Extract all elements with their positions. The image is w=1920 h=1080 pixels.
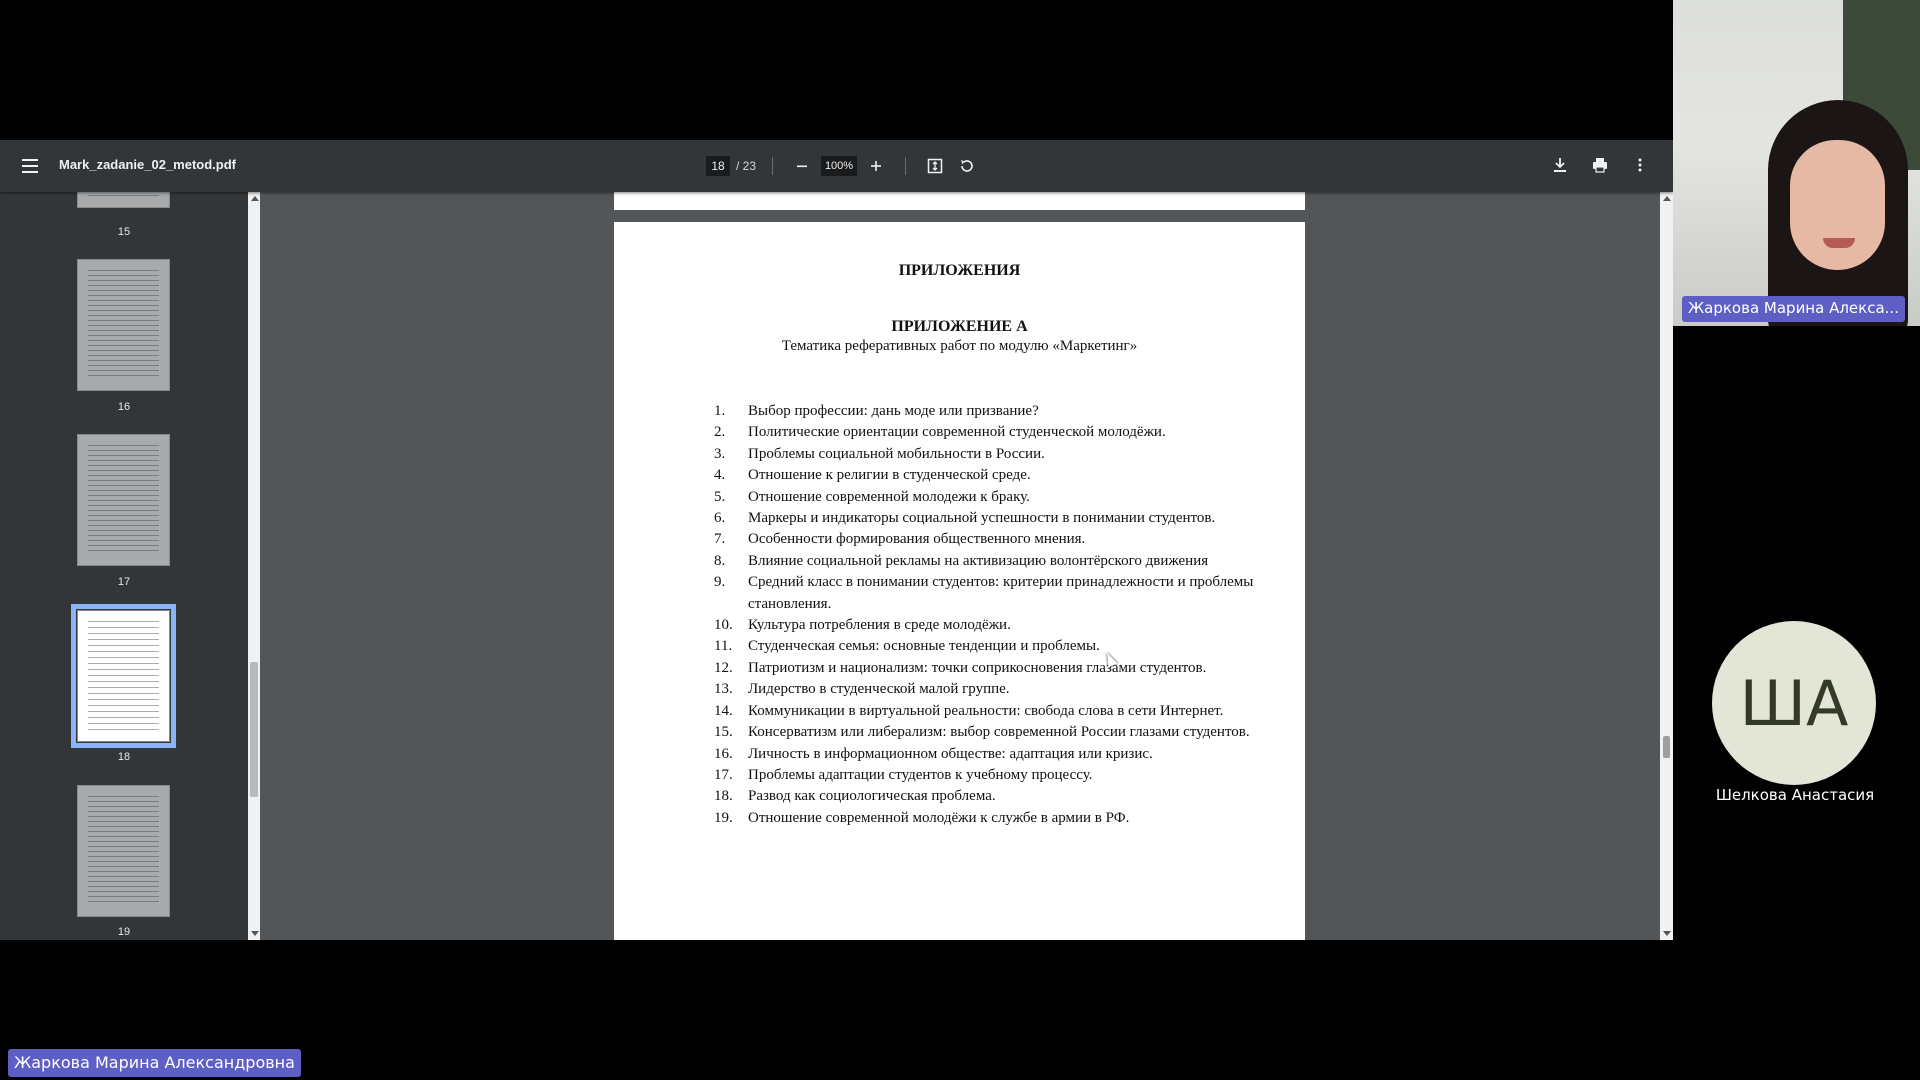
item-number: 11. bbox=[714, 638, 733, 655]
page-total: / 23 bbox=[736, 159, 757, 173]
item-text: Проблемы адаптации студентов к учебному процессу. bbox=[748, 766, 1093, 783]
item-number: 19. bbox=[714, 809, 733, 826]
list-item bbox=[714, 529, 1254, 550]
list-item bbox=[714, 465, 1254, 486]
scroll-up-arrow[interactable] bbox=[251, 196, 259, 201]
fit-page-button[interactable] bbox=[922, 153, 948, 179]
item-number: 10. bbox=[714, 617, 733, 634]
topic-list bbox=[714, 401, 1254, 829]
print-icon bbox=[1592, 157, 1608, 173]
page-controls bbox=[706, 152, 980, 180]
thumbnail-page-19[interactable] bbox=[77, 785, 170, 917]
participant-name-badge: Жаркова Марина Алекса... bbox=[1682, 296, 1905, 322]
minus-icon bbox=[796, 160, 808, 172]
download-button[interactable] bbox=[1547, 152, 1573, 178]
list-item bbox=[714, 444, 1254, 465]
toolbar-divider bbox=[772, 157, 773, 175]
item-text: Коммуникации в виртуальной реальности: свобода слова в сети Интернет. bbox=[748, 702, 1224, 719]
sidebar-scrollbar[interactable] bbox=[248, 192, 260, 940]
item-text: Развод как социологическая проблема. bbox=[748, 788, 996, 805]
thumbnail-page-15[interactable] bbox=[77, 192, 170, 208]
video-person-face bbox=[1790, 140, 1885, 270]
list-item bbox=[714, 572, 1254, 615]
zoom-out-button[interactable] bbox=[789, 153, 815, 179]
thumbnail-label: 15 bbox=[117, 226, 131, 238]
pdf-viewer bbox=[0, 140, 1673, 940]
toolbar-divider bbox=[905, 157, 906, 175]
item-text: Патриотизм и национализм: точки соприкосновения глазами студентов. bbox=[748, 659, 1207, 676]
item-number: 1. bbox=[714, 403, 726, 419]
item-text: Отношение современной молодежи к браку. bbox=[748, 488, 1030, 505]
thumbnail-page-17[interactable] bbox=[77, 434, 170, 566]
scroll-down-arrow[interactable] bbox=[1663, 931, 1671, 936]
item-number: 8. bbox=[714, 552, 726, 569]
item-number: 14. bbox=[714, 702, 733, 719]
list-item bbox=[714, 679, 1254, 700]
item-text: Маркеры и индикаторы социальной успешности в понимании студентов. bbox=[748, 510, 1216, 527]
zoom-input[interactable] bbox=[821, 156, 857, 176]
thumbnail-label: 16 bbox=[117, 401, 131, 413]
thumbnail-label: 18 bbox=[117, 751, 131, 763]
previous-page bbox=[614, 192, 1305, 210]
item-number: 3. bbox=[714, 445, 726, 462]
item-text: Средний класс в понимании студентов: критерии принадлежности и проблемы становления. bbox=[748, 574, 1254, 612]
item-number: 6. bbox=[714, 510, 726, 527]
list-item bbox=[714, 701, 1254, 722]
item-text: Лидерство в студенческой малой группе. bbox=[748, 681, 1010, 698]
pdf-page bbox=[614, 222, 1305, 940]
list-item bbox=[714, 422, 1254, 443]
item-text: Влияние социальной рекламы на активизацию волонтёрского движения bbox=[748, 552, 1209, 569]
item-number: 16. bbox=[714, 745, 733, 762]
page-number-input[interactable] bbox=[706, 156, 730, 176]
item-text: Культура потребления в среде молодёжи. bbox=[748, 617, 1011, 634]
item-text: Выбор профессии: дань моде или призвание? bbox=[748, 403, 1039, 419]
thumbnail-page-18[interactable] bbox=[77, 610, 170, 742]
item-number: 12. bbox=[714, 659, 733, 676]
item-text: Консерватизм или либерализм: выбор современной России глазами студентов. bbox=[748, 724, 1250, 741]
scroll-up-arrow[interactable] bbox=[1663, 196, 1671, 201]
list-item bbox=[714, 808, 1254, 829]
document-scrollbar[interactable] bbox=[1660, 192, 1673, 940]
thumbnail-page-16[interactable] bbox=[77, 259, 170, 391]
list-item bbox=[714, 401, 1254, 422]
item-number: 17. bbox=[714, 766, 733, 783]
document-title: Mark_zadanie_02_metod.pdf bbox=[59, 157, 237, 172]
sidebar-scroll-thumb[interactable] bbox=[250, 662, 258, 797]
list-item bbox=[714, 722, 1254, 743]
list-item bbox=[714, 786, 1254, 807]
item-number: 5. bbox=[714, 488, 726, 505]
item-number: 15. bbox=[714, 724, 733, 741]
participant-name: Шелкова Анастасия bbox=[1715, 786, 1875, 804]
zoom-in-button[interactable] bbox=[863, 153, 889, 179]
fit-page-icon bbox=[927, 158, 943, 174]
item-text: Особенности формирования общественного мнения. bbox=[748, 531, 1086, 548]
list-item bbox=[714, 551, 1254, 572]
appendices-heading: ПРИЛОЖЕНИЯ bbox=[898, 262, 1021, 279]
menu-icon[interactable] bbox=[18, 154, 42, 178]
list-item bbox=[714, 615, 1254, 636]
item-number: 4. bbox=[714, 467, 726, 484]
toolbar-actions bbox=[1547, 152, 1653, 178]
scroll-down-arrow[interactable] bbox=[251, 931, 259, 936]
download-icon bbox=[1553, 157, 1567, 173]
document-scroll-thumb[interactable] bbox=[1663, 736, 1670, 758]
appendix-subtitle: Тематика реферативных работ по модулю «Маркетинг» bbox=[781, 338, 1138, 354]
list-item bbox=[714, 744, 1254, 765]
video-person-mouth bbox=[1823, 238, 1855, 248]
participant-video[interactable] bbox=[1673, 0, 1920, 326]
rotate-icon bbox=[959, 158, 975, 174]
item-text: Политические ориентации современной студенческой молодёжи. bbox=[748, 424, 1166, 441]
thumbnail-label: 19 bbox=[117, 926, 131, 938]
print-button[interactable] bbox=[1587, 152, 1613, 178]
more-options-button[interactable] bbox=[1627, 152, 1653, 178]
item-text: Студенческая семья: основные тенденции и проблемы. bbox=[748, 638, 1100, 655]
item-number: 7. bbox=[714, 531, 726, 548]
item-number: 2. bbox=[714, 424, 726, 441]
list-item bbox=[714, 636, 1254, 657]
appendix-title: ПРИЛОЖЕНИЕ А bbox=[891, 318, 1028, 335]
item-number: 13. bbox=[714, 681, 733, 698]
item-text: Личность в информационном обществе: адаптация или кризис. bbox=[748, 745, 1153, 762]
plus-icon bbox=[870, 160, 882, 172]
item-text: Проблемы социальной мобильности в России. bbox=[748, 445, 1045, 462]
active-speaker-badge: Жаркова Марина Александровна bbox=[8, 1049, 301, 1077]
list-item bbox=[714, 658, 1254, 679]
list-item bbox=[714, 508, 1254, 529]
item-text: Отношение к религии в студенческой среде. bbox=[748, 467, 1031, 484]
item-number: 9. bbox=[714, 574, 726, 591]
more-vert-icon bbox=[1638, 158, 1642, 172]
item-number: 18. bbox=[714, 788, 733, 805]
item-text: Отношение современной молодёжи к службе в армии в РФ. bbox=[748, 809, 1130, 826]
rotate-button[interactable] bbox=[954, 153, 980, 179]
thumbnail-label: 17 bbox=[117, 576, 131, 588]
list-item bbox=[714, 487, 1254, 508]
list-item bbox=[714, 765, 1254, 786]
participant-avatar[interactable]: ША bbox=[1712, 621, 1876, 785]
thumbnail-sidebar bbox=[0, 192, 248, 940]
pdf-toolbar bbox=[0, 140, 1673, 192]
